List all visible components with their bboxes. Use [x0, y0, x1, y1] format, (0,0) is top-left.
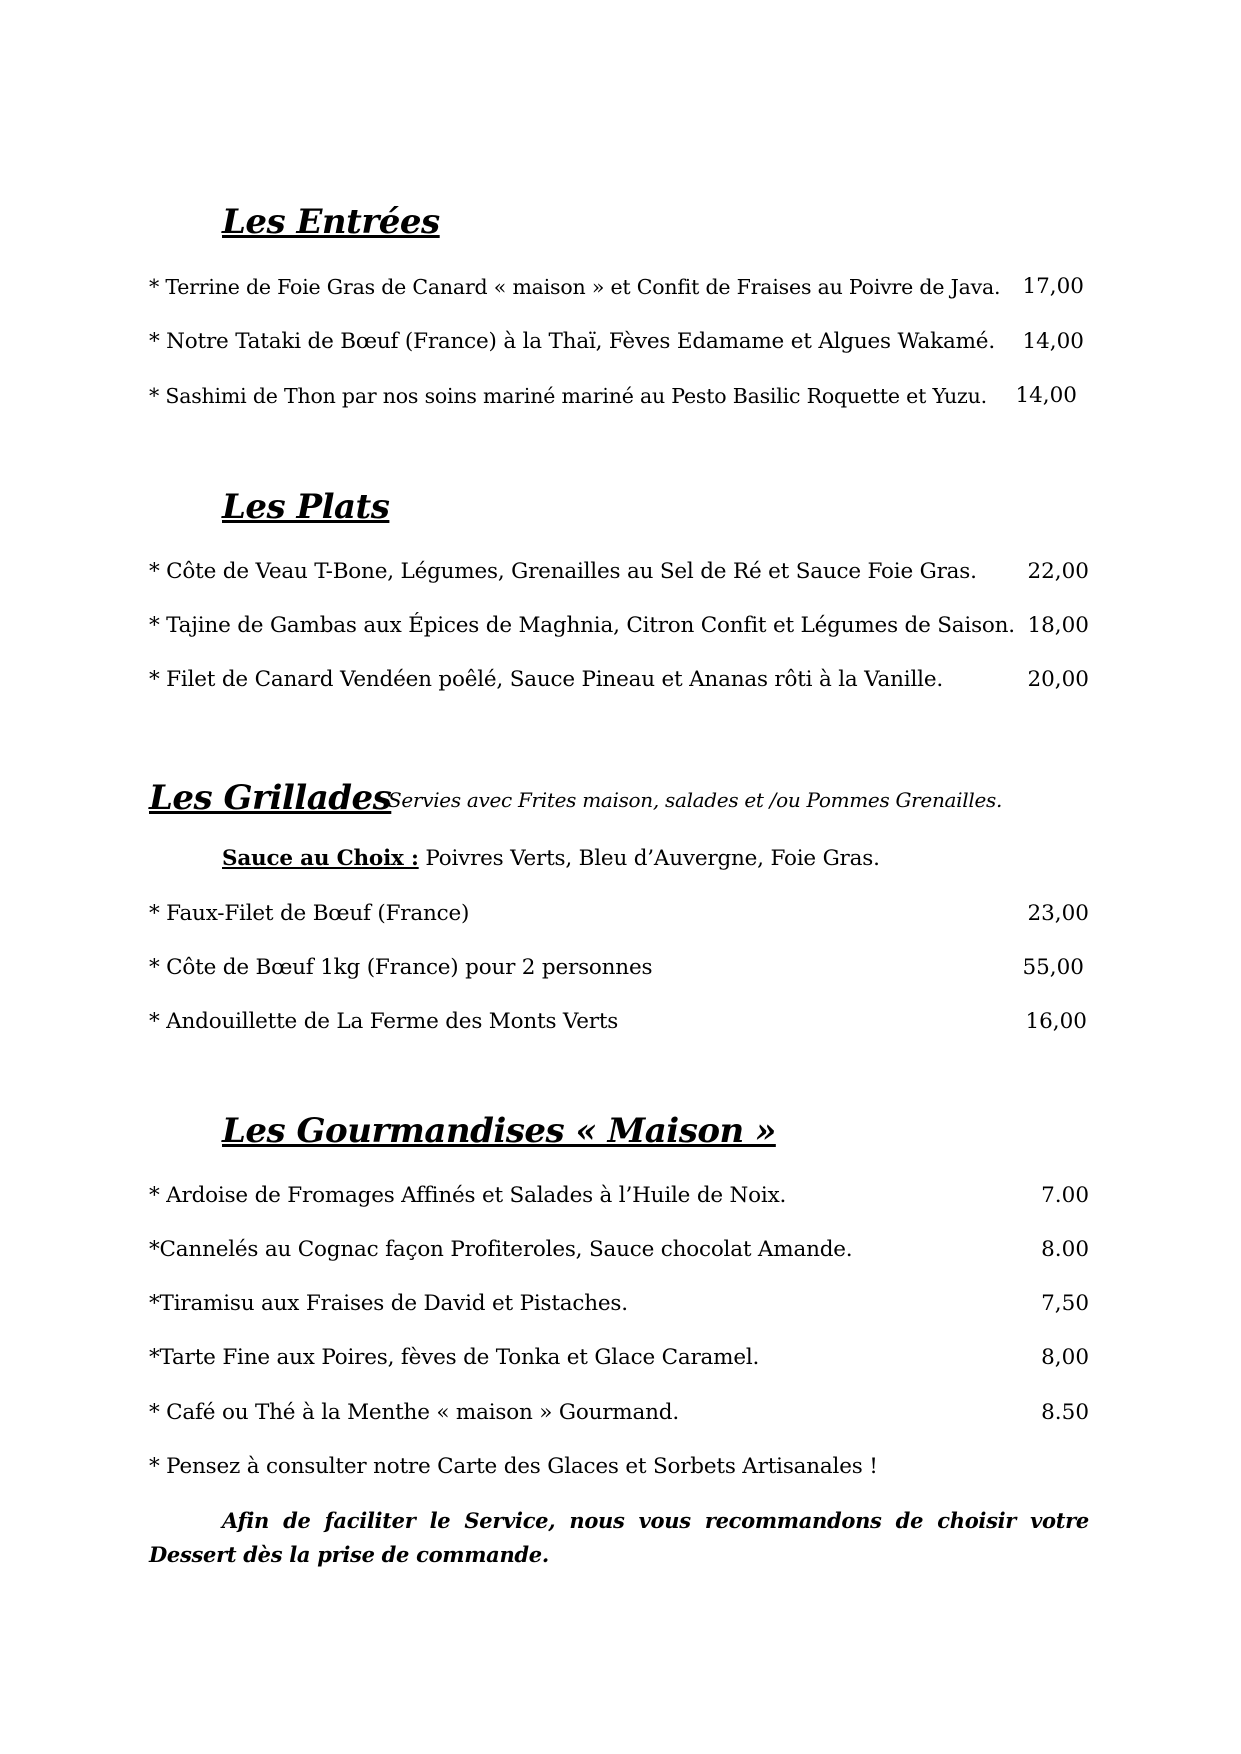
menu-item-price: 8.50: [1041, 1400, 1089, 1425]
glaces-note-text: * Pensez à consulter notre Carte des Glaces et Sorbets Artisanales !: [149, 1454, 878, 1479]
menu-item-text: * Côte de Bœuf 1kg (France) pour 2 personnes: [149, 955, 653, 980]
menu-item-price: 14,00: [1015, 383, 1077, 408]
dessert-recommendation: Afin de faciliter le Service, nous vous recommandons de choisir votre Dessert dès la prise de commande.: [149, 1508, 1089, 1567]
section-title-grillades: Les Grillades: [149, 778, 392, 818]
menu-item: [149, 663, 1089, 697]
menu-item: [149, 1005, 1089, 1039]
menu-item: [149, 379, 1089, 413]
menu-item-text: *Tiramisu aux Fraises de David et Pistaches.: [149, 1291, 628, 1316]
menu-item-price: 16,00: [1025, 1009, 1087, 1034]
menu-item-text: * Sashimi de Thon par nos soins mariné mariné au Pesto Basilic Roquette et Yuzu.: [149, 384, 987, 408]
menu-item-price: 8.00: [1041, 1237, 1089, 1262]
menu-item-price: 17,00: [1022, 274, 1084, 299]
menu-item-text: * Côte de Veau T-Bone, Légumes, Grenailles au Sel de Ré et Sauce Foie Gras.: [149, 559, 977, 584]
menu-item: [149, 951, 1089, 985]
glaces-note: [149, 1450, 1089, 1484]
menu-item-price: 22,00: [1027, 559, 1089, 584]
menu-item: [149, 1287, 1089, 1321]
menu-item-text: * Terrine de Foie Gras de Canard « maison » et Confit de Fraises au Poivre de Java.: [149, 275, 1001, 299]
menu-item: [149, 1179, 1089, 1213]
menu-item: [149, 897, 1089, 931]
menu-item: [149, 270, 1089, 304]
sauce-options: Poivres Verts, Bleu d’Auvergne, Foie Gras.: [418, 846, 880, 871]
menu-item-text: * Notre Tataki de Bœuf (France) à la Thaï, Fèves Edamame et Algues Wakamé.: [149, 329, 995, 354]
menu-item-price: 20,00: [1027, 667, 1089, 692]
section-title-gourmandises: Les Gourmandises « Maison »: [222, 1111, 776, 1151]
section-title-entrees: Les Entrées: [222, 202, 440, 242]
menu-item: [149, 1233, 1089, 1267]
menu-item-price: 7,50: [1041, 1291, 1089, 1316]
menu-item: [149, 555, 1089, 589]
menu-item-text: * Café ou Thé à la Menthe « maison » Gourmand.: [149, 1400, 679, 1425]
menu-item-price: 18,00: [1027, 613, 1089, 638]
menu-item: [149, 1341, 1089, 1375]
sauce-label: Sauce au Choix :: [222, 846, 419, 871]
section-title-plats: Les Plats: [222, 487, 390, 527]
menu-item: [149, 325, 1089, 359]
menu-item: [149, 1396, 1089, 1430]
menu-item-price: 7.00: [1041, 1183, 1089, 1208]
menu-item-price: 55,00: [1022, 955, 1084, 980]
menu-item-text: *Cannelés au Cognac façon Profiteroles, Sauce chocolat Amande.: [149, 1237, 853, 1262]
menu-item: [149, 609, 1089, 643]
sauce-choice: [222, 842, 880, 876]
menu-item-price: 23,00: [1027, 901, 1089, 926]
menu-item-text: * Faux-Filet de Bœuf (France): [149, 901, 470, 926]
menu-item-text: * Tajine de Gambas aux Épices de Maghnia, Citron Confit et Légumes de Saison.: [149, 613, 1015, 638]
menu-item-text: * Andouillette de La Ferme des Monts Verts: [149, 1009, 619, 1034]
menu-item-text: * Filet de Canard Vendéen poêlé, Sauce Pineau et Ananas rôti à la Vanille.: [149, 667, 943, 692]
menu-item-price: 8,00: [1041, 1345, 1089, 1370]
grillades-note: Servies avec Frites maison, salades et /ou Pommes Grenailles.: [388, 788, 1002, 812]
menu-item-text: *Tarte Fine aux Poires, fèves de Tonka et Glace Caramel.: [149, 1345, 760, 1370]
menu-item-price: 14,00: [1022, 329, 1084, 354]
menu-item-text: * Ardoise de Fromages Affinés et Salades à l’Huile de Noix.: [149, 1183, 787, 1208]
